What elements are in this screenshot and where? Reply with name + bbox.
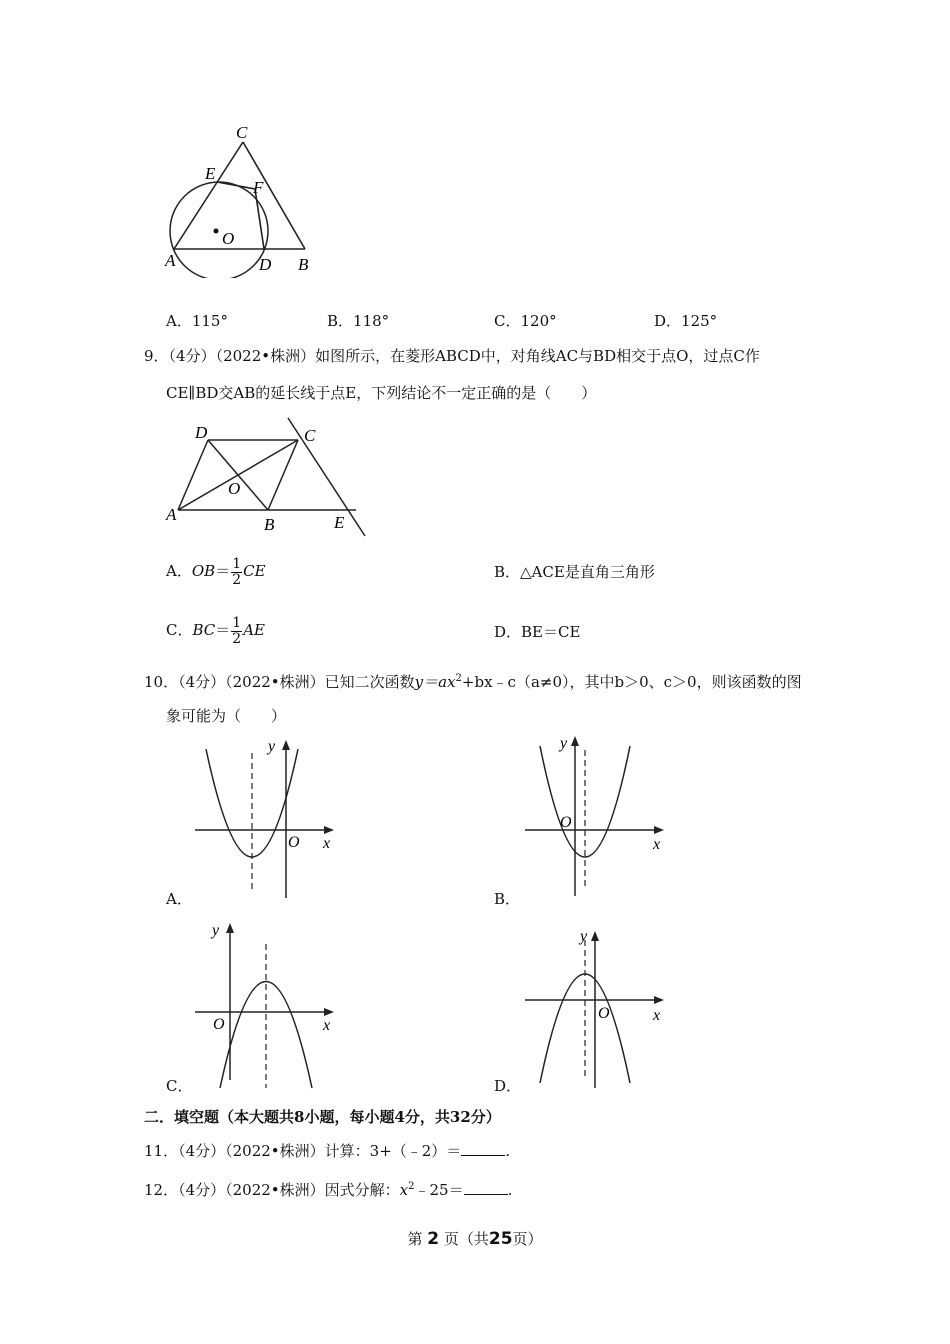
y-arrow-icon — [226, 923, 234, 933]
center-dot — [214, 229, 219, 234]
q10-option-b: B． — [494, 890, 521, 908]
x-arrow-icon — [654, 996, 664, 1004]
x-arrow-icon — [324, 1008, 334, 1016]
q12-text-b: ﹣25＝ — [414, 1181, 464, 1199]
footer-pre: 第 — [407, 1230, 423, 1248]
denominator: 2 — [232, 630, 242, 647]
y-arrow-icon — [591, 931, 599, 941]
q8-option-b: B．118° — [327, 312, 390, 330]
q8-option-a: A．115° — [166, 312, 228, 330]
label-o: O — [288, 834, 300, 851]
label-o: O — [560, 814, 572, 831]
line-ce — [288, 418, 365, 536]
q8-option-c: C．120° — [494, 312, 557, 330]
label-c: C — [304, 426, 316, 445]
y-arrow-icon — [571, 736, 579, 746]
footer-total-pages: 25 — [488, 1229, 513, 1249]
numerator: 1 — [232, 614, 242, 631]
footer-page-number: 2 — [427, 1229, 440, 1249]
q10-line2: 象可能为（ ） — [166, 707, 287, 725]
label-d: D — [195, 423, 208, 442]
label-o: O — [222, 229, 235, 248]
side-ad — [178, 440, 208, 510]
seg-ef — [217, 182, 255, 189]
q9-option-c — [166, 615, 265, 647]
q9-figure — [160, 414, 370, 544]
q10-text-b: +bx﹣c（a≠0），其中b＞0、c＞0，则该函数的图 — [461, 673, 802, 691]
opt-rhs: CE — [243, 562, 266, 580]
label-y: y — [580, 928, 588, 945]
q11-line — [144, 1141, 510, 1161]
label-x: x — [653, 836, 661, 853]
label-x: x — [323, 835, 331, 852]
opt-eq: ＝ — [215, 621, 231, 639]
numerator: 1 — [232, 555, 242, 572]
q10-eq: y＝ax — [414, 673, 456, 691]
x-arrow-icon — [324, 826, 334, 834]
label-f: F — [253, 178, 264, 197]
label-c: C — [236, 123, 248, 142]
graph-b — [520, 728, 670, 898]
q10-option-a: A． — [166, 890, 192, 908]
seg-fd — [255, 189, 264, 249]
q10-sup: 2 — [455, 673, 462, 684]
label-a: A — [166, 505, 177, 524]
opt-prefix: A． — [166, 562, 192, 580]
graph-a — [190, 735, 340, 900]
q10-option-c: C． — [166, 1077, 193, 1095]
opt-eq: ＝ — [215, 562, 231, 580]
label-a: A — [165, 251, 176, 270]
graph-c — [190, 918, 340, 1090]
opt-prefix: C． — [166, 621, 193, 639]
q12-end: . — [507, 1181, 513, 1199]
opt-lhs: OB — [191, 562, 216, 580]
label-d: D — [259, 255, 272, 274]
label-x: x — [323, 1017, 331, 1034]
footer-mid: 页（共 — [443, 1230, 489, 1248]
label-y: y — [268, 738, 276, 755]
q11-end: . — [505, 1142, 511, 1160]
fraction-one-half — [231, 557, 242, 588]
graph-d — [520, 925, 670, 1090]
denominator: 2 — [232, 571, 242, 588]
q12-sup: 2 — [408, 1181, 415, 1192]
q9-option-d: D．BE＝CE — [494, 623, 581, 641]
label-o: O — [213, 1016, 225, 1033]
y-arrow-icon — [282, 740, 290, 750]
q12-line — [144, 1177, 512, 1200]
q9-option-a — [166, 556, 266, 588]
label-y: y — [560, 735, 568, 752]
fraction-one-half — [231, 616, 242, 647]
label-y: y — [212, 922, 220, 939]
q12-x: x — [399, 1181, 409, 1199]
q11-answer-blank — [461, 1141, 505, 1156]
q8-option-d: D．125° — [654, 312, 718, 330]
q10-line1 — [144, 669, 802, 692]
opt-lhs: BC — [192, 621, 216, 639]
side-bc — [268, 440, 298, 510]
q9-line1: 9．（4分）（2022•株洲）如图所示，在菱形ABCD中，对角线AC与BD相交于点O，过点C作 — [144, 347, 760, 365]
label-b: B — [298, 255, 309, 274]
q10-option-d: D． — [494, 1077, 522, 1095]
label-o: O — [598, 1005, 610, 1022]
label-b: B — [264, 515, 275, 534]
label-e: E — [334, 513, 345, 532]
q9-line2: CE∥BD交AB的延长线于点E，下列结论不一定正确的是（ ） — [166, 384, 597, 402]
page-footer — [0, 1229, 950, 1249]
label-e: E — [205, 164, 216, 183]
x-arrow-icon — [654, 826, 664, 834]
q12-answer-blank — [464, 1180, 508, 1195]
opt-rhs: AE — [243, 621, 265, 639]
q8-figure — [160, 118, 330, 278]
q11-text: 11．（4分）（2022•株洲）计算：3+（﹣2）＝ — [144, 1142, 462, 1160]
q10-text-a: 10．（4分）（2022•株洲）已知二次函数 — [144, 673, 415, 691]
footer-post: 页） — [512, 1230, 543, 1248]
q9-option-b: B．△ACE是直角三角形 — [494, 563, 655, 581]
diag-bd — [208, 440, 268, 510]
label-o: O — [228, 479, 241, 498]
label-x: x — [653, 1007, 661, 1024]
section-2-heading: 二．填空题（本大题共8小题，每小题4分，共32分） — [144, 1108, 501, 1126]
q12-text-a: 12．（4分）（2022•株洲）因式分解： — [144, 1181, 400, 1199]
